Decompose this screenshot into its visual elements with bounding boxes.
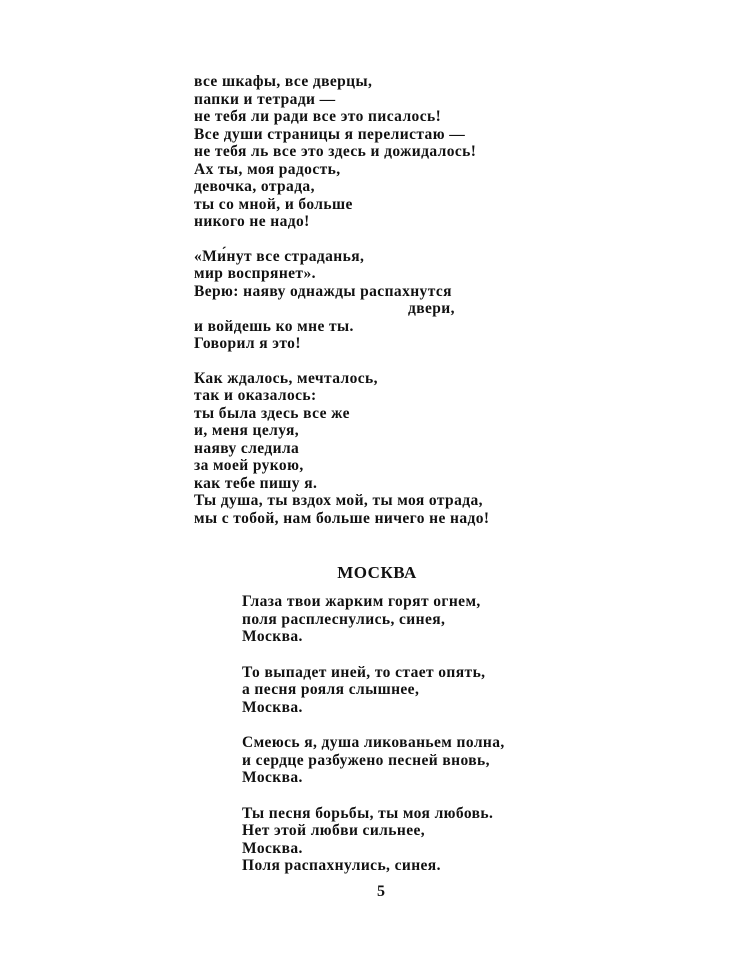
stanza-2 [242, 664, 562, 717]
poem-title-text: МОСКВА [337, 563, 417, 582]
poem-line: Поля распахнулись, синея. [242, 857, 441, 874]
poem-line: Как ждалось, мечталось, [194, 369, 378, 387]
poem-line: поля расплеснулись, синея, [242, 610, 446, 628]
poem-continuation [194, 73, 554, 544]
poem-line: Нет этой любви сильнее, [242, 822, 426, 839]
poem-line: Говорил я это! [194, 335, 301, 352]
poem-title [0, 563, 734, 583]
poem-line: Верю: наяву однажды распахнутся [194, 282, 452, 300]
poem-line: Москва. [242, 698, 303, 716]
stanza-3 [194, 370, 554, 528]
poem-line: ты была здесь все же [194, 404, 350, 422]
poem-line: мир воспрянет». [194, 265, 316, 282]
poem-line: ты со мной, и больше [194, 195, 353, 213]
poem-line: Все души страницы я перелистаю — [194, 125, 466, 143]
poem-line: Ах ты, моя радость, [194, 160, 341, 178]
stanza-1 [194, 73, 554, 231]
poem-line-continuation: двери, [408, 300, 455, 317]
poem-moscow [242, 593, 562, 893]
poem-line: девочка, отрада, [194, 178, 315, 195]
poem-line: не тебя ль все это здесь и дожидалось! [194, 143, 477, 160]
stanza-4 [242, 805, 562, 875]
poem-line: папки и тетради — [194, 90, 336, 108]
poem-line: и войдешь ко мне ты. [194, 317, 354, 335]
poem-line: за моей рукою, [194, 457, 304, 474]
poem-line: а песня рояля слышнее, [242, 681, 420, 698]
poem-line: «Ми́нут все страданья, [194, 247, 365, 265]
poem-line: Смеюсь я, душа ликованьем полна, [242, 734, 505, 751]
page-number [0, 883, 734, 901]
poem-line: То выпадет иней, то стает опять, [242, 663, 486, 681]
poem-line: Глаза твои жарким горят огнем, [242, 593, 481, 610]
page-number-text: 5 [377, 883, 385, 900]
stanza-1 [242, 593, 562, 646]
poem-line: не тебя ли ради все это писалось! [194, 108, 442, 125]
poem-line: Москва. [242, 628, 303, 645]
poem-line: Москва. [242, 769, 303, 786]
poem-line: и сердце разбужено песней вновь, [242, 751, 490, 769]
poem-line: наяву следила [194, 439, 300, 457]
stanza-3 [242, 734, 562, 787]
poem-line: Ты песня борьбы, ты моя любовь. [242, 804, 494, 822]
poem-line: мы с тобой, нам больше ничего не надо! [194, 509, 490, 527]
poem-line: как тебе пишу я. [194, 474, 318, 492]
poem-line: Москва. [242, 839, 303, 857]
poem-line: и, меня целуя, [194, 422, 300, 439]
poem-line: Ты душа, ты вздох мой, ты моя отрада, [194, 492, 483, 509]
stanza-2 [194, 248, 554, 353]
poem-line: так и оказалось: [194, 387, 317, 404]
poem-line: никого не надо! [194, 213, 310, 230]
poem-line: все шкафы, все дверцы, [194, 73, 373, 90]
